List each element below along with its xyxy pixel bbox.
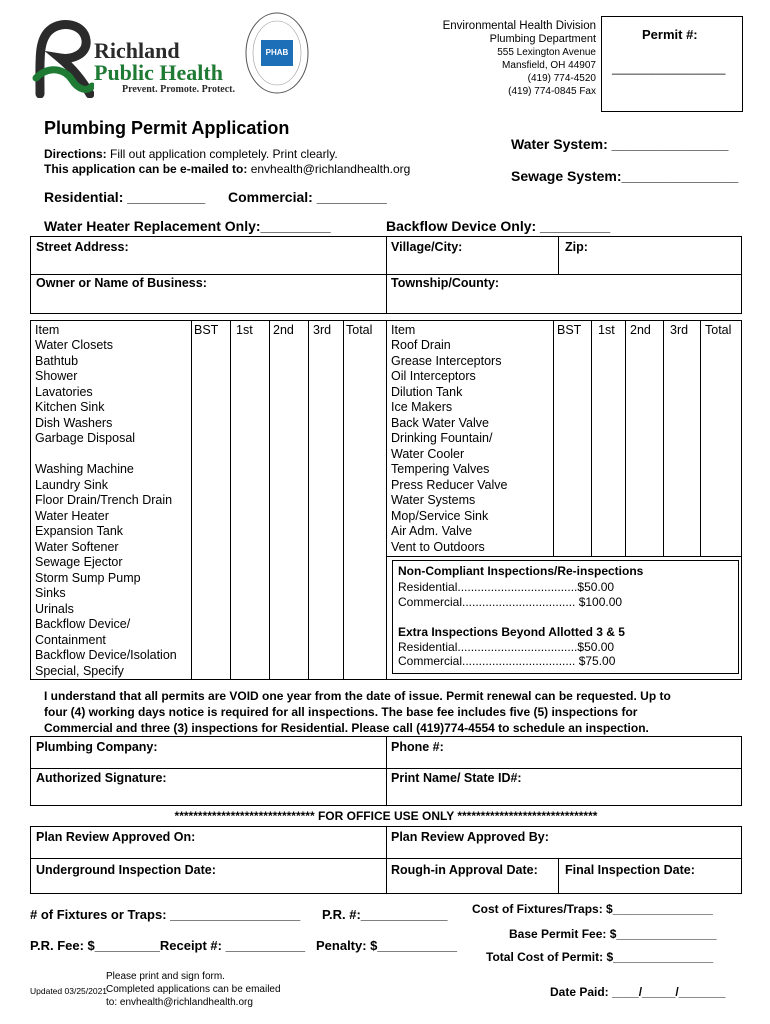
notice-line: I understand that all permits are VOID one year from the date of issue. Permit renewal can be requested. Up to xyxy=(44,689,671,703)
fax: (419) 774-0845 Fax xyxy=(508,86,596,97)
owner-field[interactable]: Owner or Name of Business: xyxy=(36,276,207,290)
office-use-banner: ****************************** FOR OFFICE USE ONLY ****************************** xyxy=(174,809,598,823)
footer-line: to: envhealth@richlandhealth.org xyxy=(106,997,253,1008)
list-item: Vent to Outdoors xyxy=(391,539,485,554)
authorized-signature-field[interactable]: Authorized Signature: xyxy=(36,771,167,785)
city: Mansfield, OH 44907 xyxy=(502,60,596,71)
nc-commercial: Commercial.................................. $100.00 xyxy=(398,595,623,609)
extra-title: Extra Inspections Beyond Allotted 3 & 5 xyxy=(398,625,625,639)
col-2nd-right: 2nd xyxy=(630,323,651,337)
phone: (419) 774-4520 xyxy=(527,73,596,84)
phone-field[interactable]: Phone #: xyxy=(391,740,444,754)
list-item: Laundry Sink xyxy=(35,477,108,492)
list-item: Floor Drain/Trench Drain xyxy=(35,493,173,507)
tagline: Prevent. Promote. Protect. xyxy=(122,84,236,95)
list-item: Washing Machine xyxy=(35,462,134,476)
footer-line: Completed applications can be emailed xyxy=(106,984,281,995)
email-address: envhealth@richlandhealth.org xyxy=(247,162,411,176)
list-item xyxy=(35,447,177,463)
notice-text xyxy=(44,688,671,736)
nc-residential: Residential....................................$50.00 xyxy=(398,580,615,594)
permit-box[interactable] xyxy=(601,16,743,112)
pr-number-field[interactable]: P.R. #:____________ xyxy=(322,907,448,922)
village-field[interactable]: Village/City: xyxy=(391,240,463,254)
richland-logo-mark xyxy=(32,20,94,98)
phab-seal xyxy=(243,10,311,96)
list-item: Back Water Valve xyxy=(391,415,489,430)
col-bst-left: BST xyxy=(194,323,219,337)
list-item: Kitchen Sink xyxy=(35,400,105,414)
col-total-left: Total xyxy=(346,323,373,337)
list-item: Water Softener xyxy=(35,539,119,554)
list-item: Backflow Device/ xyxy=(35,617,131,631)
list-item: Urinals xyxy=(35,601,74,616)
backflow-field[interactable]: Backflow Device Only: _________ xyxy=(386,218,611,234)
col-total-right: Total xyxy=(705,323,732,337)
directions-label: Directions: xyxy=(44,147,107,161)
col-1st-right: 1st xyxy=(598,323,615,337)
base-fee-field[interactable]: Base Permit Fee: $_______________ xyxy=(509,927,717,941)
col-item-right: Item xyxy=(391,323,416,337)
water-heater-field[interactable]: Water Heater Replacement Only:_________ xyxy=(44,218,331,234)
final-inspection-field[interactable]: Final Inspection Date: xyxy=(565,863,695,877)
township-field[interactable]: Township/County: xyxy=(391,276,500,290)
residential-field[interactable]: Residential: __________ xyxy=(44,189,206,205)
underground-date-field[interactable]: Underground Inspection Date: xyxy=(36,863,216,877)
col-2nd-left: 2nd xyxy=(273,323,294,337)
email-label: This application can be e-mailed to: xyxy=(44,162,248,176)
commercial-field[interactable]: Commercial: _________ xyxy=(228,189,387,205)
col-1st-left: 1st xyxy=(236,323,253,337)
logo xyxy=(32,20,242,98)
list-item: Air Adm. Valve xyxy=(391,524,473,538)
list-item: Tempering Valves xyxy=(391,462,490,476)
fixture-list-left xyxy=(35,338,177,679)
noncompliant-title: Non-Compliant Inspections/Re-inspections xyxy=(398,564,644,578)
water-system-field[interactable]: Water System: _______________ xyxy=(511,136,729,152)
permit-blank: _________________ xyxy=(612,61,726,75)
list-item: Sewage Ejector xyxy=(35,555,123,569)
division: Environmental Health Division xyxy=(442,20,596,32)
footer-note xyxy=(106,970,281,1009)
ex-residential: Residential....................................$50.00 xyxy=(398,640,615,654)
list-item: Mop/Service Sink xyxy=(391,508,489,523)
plumbing-company-field[interactable]: Plumbing Company: xyxy=(36,740,158,754)
list-item: Ice Makers xyxy=(391,400,453,414)
address: 555 Lexington Avenue xyxy=(497,47,596,58)
list-item: Garbage Disposal xyxy=(35,431,136,445)
list-item: Bathtub xyxy=(35,353,79,368)
penalty-field[interactable]: Penalty: $___________ xyxy=(316,938,457,953)
dept: Plumbing Department xyxy=(489,33,596,45)
fixture-list-right xyxy=(391,338,508,555)
col-3rd-right: 3rd xyxy=(670,323,689,337)
list-item: Sinks xyxy=(35,586,66,600)
permit-label: Permit #: xyxy=(642,27,698,42)
page-title: Plumbing Permit Application xyxy=(44,118,290,138)
list-item: Expansion Tank xyxy=(35,524,124,538)
org-name-line1: Richland xyxy=(94,38,180,63)
col-3rd-left: 3rd xyxy=(313,323,332,337)
list-item: Backflow Device/Isolation xyxy=(35,648,177,662)
street-address-field[interactable]: Street Address: xyxy=(36,240,129,254)
plan-approved-by-field[interactable]: Plan Review Approved By: xyxy=(391,830,549,844)
list-item: Storm Sump Pump xyxy=(35,570,141,585)
list-item: Oil Interceptors xyxy=(391,369,476,383)
seal-abbr: PHAB xyxy=(265,48,289,57)
plan-approved-on-field[interactable]: Plan Review Approved On: xyxy=(36,830,196,844)
print-name-field[interactable]: Print Name/ State ID#: xyxy=(391,771,522,785)
directions-text: Fill out application completely. Print clearly. xyxy=(106,147,338,161)
list-item: Containment xyxy=(35,632,106,647)
cost-fixtures-field[interactable]: Cost of Fixtures/Traps: $_______________ xyxy=(472,902,713,916)
list-item: Water Systems xyxy=(391,493,476,507)
date-paid-field[interactable]: Date Paid: ____/_____/_______ xyxy=(550,985,726,999)
footer-line: Please print and sign form. xyxy=(106,971,225,982)
updated-date: Updated 03/25/2021 xyxy=(30,986,108,996)
contact-block xyxy=(443,20,596,98)
sewage-system-field[interactable]: Sewage System:_______________ xyxy=(511,168,739,184)
list-item: Dish Washers xyxy=(35,415,113,430)
list-item: Press Reducer Valve xyxy=(391,477,508,492)
notice-line: four (4) working days notice is required for all inspections. The base fee includes five (5) inspections for xyxy=(44,705,638,719)
col-item-left: Item xyxy=(35,323,60,337)
pr-fee-field[interactable]: P.R. Fee: $_________Receipt #: ___________ xyxy=(30,938,306,953)
total-cost-field[interactable]: Total Cost of Permit: $_______________ xyxy=(486,950,714,964)
list-item: Dilution Tank xyxy=(391,384,463,399)
list-item: Water Heater xyxy=(35,508,109,523)
col-bst-right: BST xyxy=(557,323,582,337)
fixtures-count-field[interactable]: # of Fixtures or Traps: __________________ xyxy=(30,907,301,922)
list-item: Shower xyxy=(35,369,78,383)
list-item: Water Closets xyxy=(35,338,114,352)
zip-field[interactable]: Zip: xyxy=(565,240,588,254)
rough-in-date-field[interactable]: Rough-in Approval Date: xyxy=(391,863,538,877)
org-name-line2: Public Health xyxy=(94,60,223,85)
list-item: Lavatories xyxy=(35,384,93,399)
list-item: Drinking Fountain/ xyxy=(391,431,493,445)
list-item: Grease Interceptors xyxy=(391,353,502,368)
list-item: Water Cooler xyxy=(391,446,465,461)
list-item: Roof Drain xyxy=(391,338,451,352)
directions xyxy=(44,147,410,177)
ex-commercial: Commercial.................................. $75.00 xyxy=(398,654,616,668)
notice-line: Commercial and three (3) inspections for Residential. Please call (419)774-4554 to schedule an inspection. xyxy=(44,721,649,735)
list-item: Special, Specify xyxy=(35,663,124,678)
